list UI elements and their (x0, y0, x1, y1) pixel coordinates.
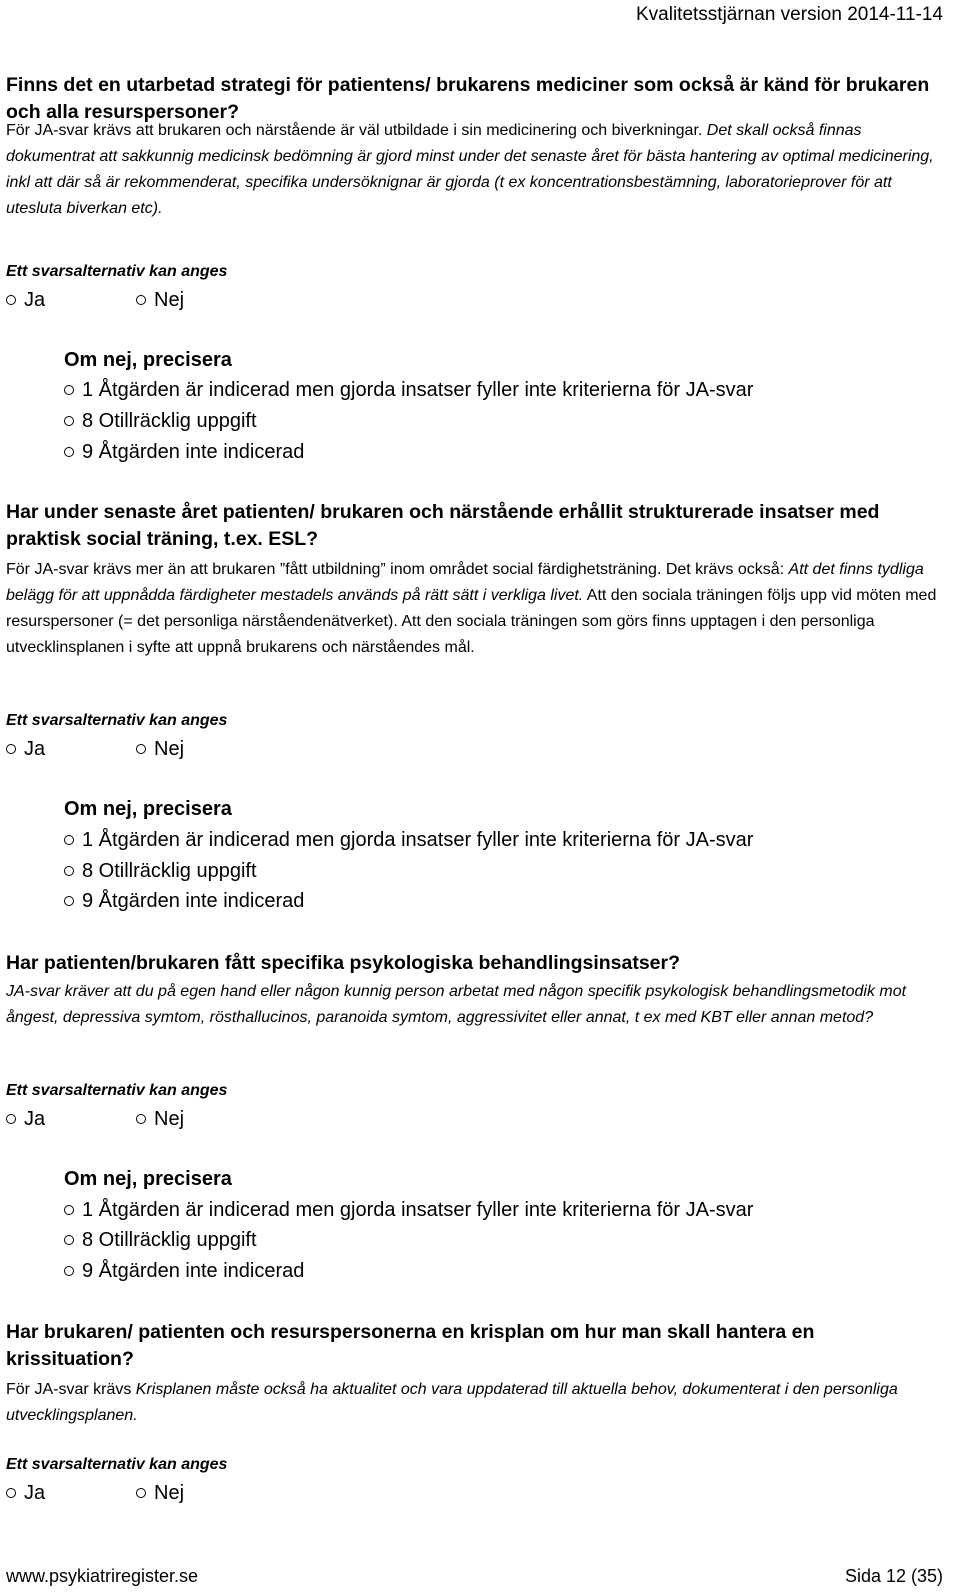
radio-label: Nej (154, 289, 185, 311)
description-1-plain: För JA-svar krävs att brukaren och närstående är väl utbildade i sin medicinering och biverkningar. (6, 122, 703, 139)
radio-opt9-3[interactable] (64, 1259, 304, 1283)
radio-opt8-3[interactable] (64, 1228, 257, 1252)
question-4: Har brukaren/ patienten och resurspersonerna en krisplan om hur man skall hantera en krissituation? (6, 1321, 815, 1370)
radio-nej-3[interactable] (136, 1107, 184, 1131)
radio-nej-2[interactable] (136, 737, 184, 761)
description-4 (6, 1377, 942, 1429)
description-2-plain: För JA-svar krävs mer än att brukaren ”fått utbildning” inom området social färdighetsträning. Det krävs också: (6, 561, 789, 578)
radio-label: 8 Otillräcklig uppgift (82, 1229, 257, 1251)
radio-circle-icon (64, 1205, 74, 1215)
radio-circle-icon (136, 744, 146, 754)
question-2: Har under senaste året patienten/ brukaren och närstående erhållit strukturerade insatser med praktisk social träning, t.ex. ESL? (6, 501, 880, 550)
radio-circle-icon (64, 385, 74, 395)
radio-circle-icon (6, 744, 16, 754)
radio-label: 1 Åtgärden är indicerad men gjorda insatser fyller inte kriterierna för JA-svar (82, 829, 754, 851)
radio-opt1-3[interactable] (64, 1198, 753, 1222)
radio-circle-icon (64, 896, 74, 906)
description-2-italic: Att det finns tydliga belägg för att uppnådda färdigheter mestadels används på rätt sätt i verkliga livet. (6, 561, 924, 604)
description-2 (6, 557, 942, 661)
radio-opt8-1[interactable] (64, 409, 257, 433)
answer-instruction-2: Ett svarsalternativ kan anges (6, 712, 228, 729)
radio-circle-icon (136, 1114, 146, 1124)
radio-circle-icon (6, 295, 16, 305)
radio-nej-1[interactable] (136, 288, 184, 312)
footer-page-number: Sida 12 (35) (844, 1566, 943, 1586)
radio-opt9-1[interactable] (64, 440, 304, 464)
description-4-plain: För JA-svar krävs (6, 1381, 136, 1398)
description-3-italic: JA-svar kräver att du på egen hand eller någon kunnig person arbetat med någon specifik psykologisk behandlingsmetodik mot ångest, depressiva symtom, rösthallucinos, paranoida symtom, aggressivitet eller annat, t ex med KBT eller annan metod? (6, 983, 907, 1026)
radio-label: Ja (24, 1108, 46, 1130)
radio-label: Nej (154, 738, 185, 760)
radio-label: Ja (24, 1482, 46, 1504)
radio-opt1-2[interactable] (64, 828, 753, 852)
answer-instruction-1: Ett svarsalternativ kan anges (6, 263, 228, 280)
answer-instruction-3: Ett svarsalternativ kan anges (6, 1082, 228, 1099)
radio-circle-icon (6, 1488, 16, 1498)
radio-label: 9 Åtgärden inte indicerad (82, 1260, 305, 1282)
description-3 (6, 979, 942, 1031)
radio-circle-icon (64, 1235, 74, 1245)
radio-opt8-2[interactable] (64, 859, 257, 883)
radio-nej-4[interactable] (136, 1481, 184, 1505)
radio-label: 9 Åtgärden inte indicerad (82, 441, 305, 463)
om-nej-heading-1: Om nej, precisera (64, 349, 232, 371)
radio-circle-icon (136, 295, 146, 305)
radio-label: 1 Åtgärden är indicerad men gjorda insatser fyller inte kriterierna för JA-svar (82, 1199, 754, 1221)
radio-circle-icon (64, 447, 74, 457)
radio-ja-2[interactable] (6, 737, 45, 761)
radio-label: Nej (154, 1108, 185, 1130)
radio-ja-1[interactable] (6, 288, 45, 312)
om-nej-heading-3: Om nej, precisera (64, 1168, 232, 1190)
page-header: Kvalitetsstjärnan version 2014-11-14 (636, 4, 943, 25)
radio-opt9-2[interactable] (64, 889, 304, 913)
description-1-italic: Det skall också finnas dokumentrat att sakkunnig medicinsk bedömning är gjord minst under det senaste året för bästa hantering av optimal medicinering, inkl att där så är rekommenderat, specifika undersöknignar är gjorda (t ex koncentrationsbestämning, laboratorieprover för att utesluta biverkan etc). (6, 122, 934, 217)
radio-label: 9 Åtgärden inte indicerad (82, 890, 305, 912)
description-1 (6, 118, 942, 222)
footer-website: www.psykiatriregister.se (6, 1566, 199, 1586)
om-nej-heading-2: Om nej, precisera (64, 798, 232, 820)
radio-label: Ja (24, 738, 46, 760)
radio-label: 8 Otillräcklig uppgift (82, 410, 257, 432)
question-3: Har patienten/brukaren fått specifika psykologiska behandlingsinsatser? (6, 952, 681, 974)
radio-ja-4[interactable] (6, 1481, 45, 1505)
radio-circle-icon (136, 1488, 146, 1498)
question-1: Finns det en utarbetad strategi för patientens/ brukarens mediciner som också är känd för brukaren och alla resurspersoner? (6, 74, 930, 123)
radio-circle-icon (6, 1114, 16, 1124)
radio-label: 1 Åtgärden är indicerad men gjorda insatser fyller inte kriterierna för JA-svar (82, 379, 754, 401)
radio-circle-icon (64, 835, 74, 845)
radio-label: 8 Otillräcklig uppgift (82, 860, 257, 882)
radio-label: Ja (24, 289, 46, 311)
radio-opt1-1[interactable] (64, 378, 753, 402)
radio-label: Nej (154, 1482, 185, 1504)
description-2-plain2: Att den sociala träningen följs upp vid möten med resurspersoner (= det personliga närståendenätverket). Att den sociala träningen som görs finns upptagen i den personliga utvecklinsplanen i syfte att uppnå brukarens och närståendes mål. (6, 587, 937, 656)
radio-ja-3[interactable] (6, 1107, 45, 1131)
answer-instruction-4: Ett svarsalternativ kan anges (6, 1456, 228, 1473)
description-4-italic: Krisplanen måste också ha aktualitet och vara uppdaterad till aktuella behov, dokumenterat i den personliga utvecklingsplanen. (6, 1381, 898, 1424)
radio-circle-icon (64, 416, 74, 426)
radio-circle-icon (64, 1266, 74, 1276)
radio-circle-icon (64, 866, 74, 876)
